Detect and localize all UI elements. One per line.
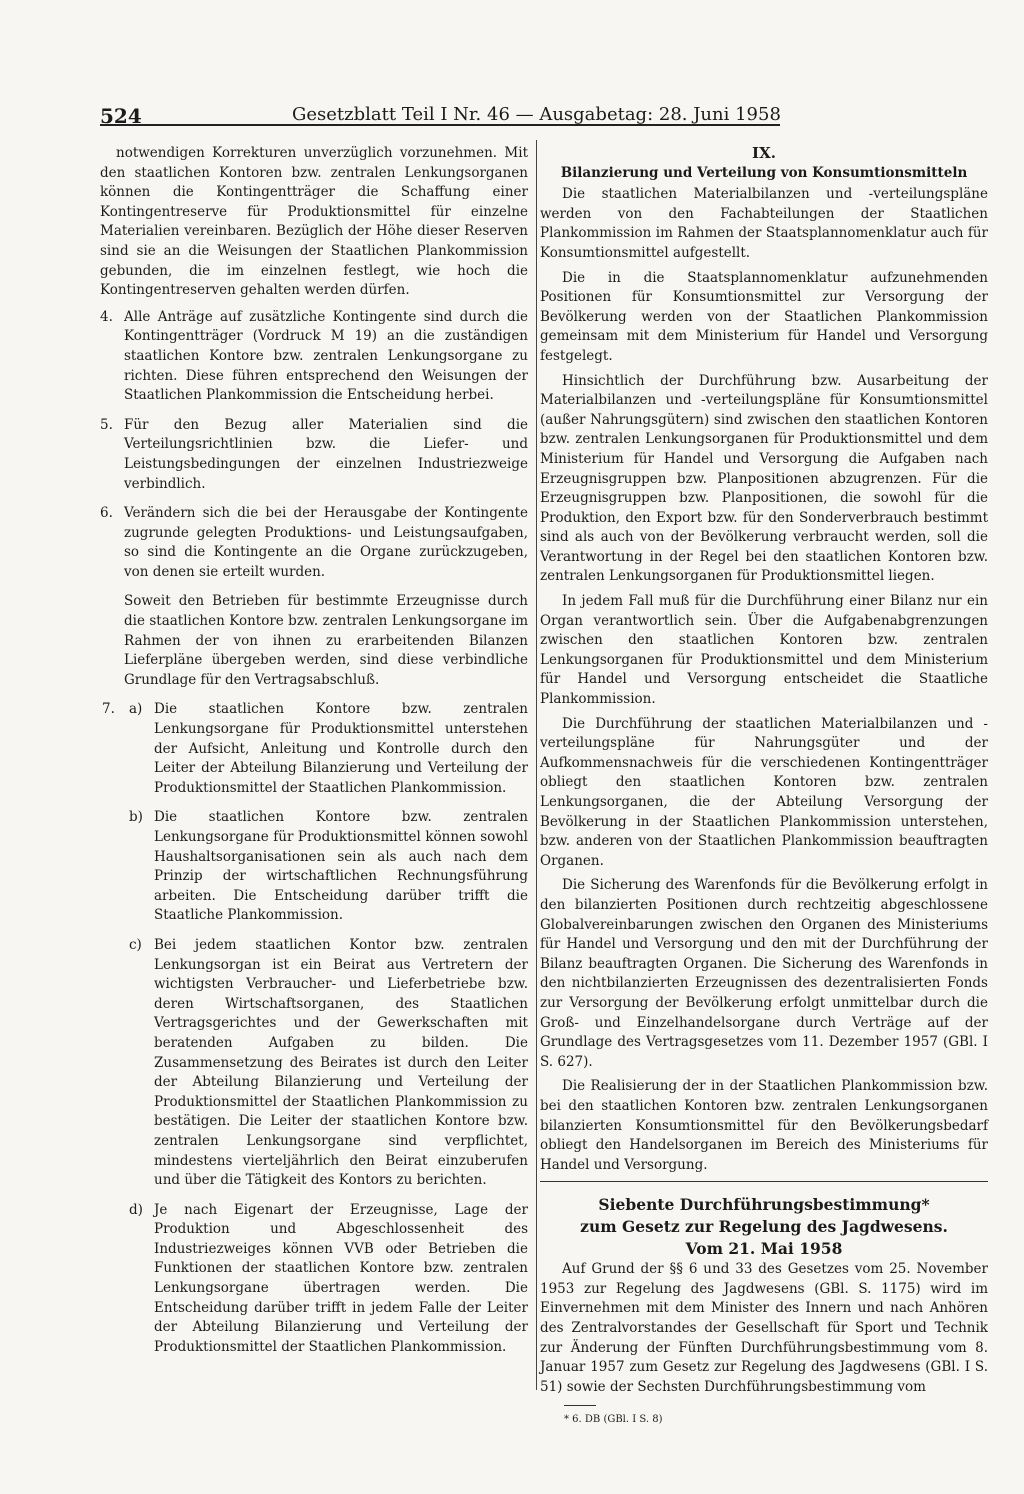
- header-title: Gesetzblatt Teil I Nr. 46 — Ausgabetag: 28. Juni 1958: [292, 104, 781, 125]
- paragraph: Die Realisierung der in der Staatlichen Plankommission bzw. bei den staatlichen Kontoren bzw. zentralen Lenkungsorganen bilanzierten Konsumtionsmittel für den Bevölkerungsbedarf obliegt den Handelsorganen im Bereich des Ministeriums für Handel und Versorgung.: [540, 1078, 988, 1173]
- paragraph: Die in die Staatsplannomenklatur aufzunehmenden Positionen für Konsumtionsmittel zur Versorgung der Bevölkerung werden von der Staatlichen Plankommission gemeinsam mit dem Ministerium für Handel und Versorgung festgelegt.: [540, 269, 988, 364]
- list-item-7c: [100, 936, 528, 1191]
- page-header: [100, 104, 780, 130]
- paragraph: Die staatlichen Materialbilanzen und -verteilungspläne werden von den Fachabteilungen der Staatlichen Plankommission im Rahmen der Staatsplannomenklatur auch für Konsumtionsmittel aufgestellt.: [540, 186, 988, 261]
- column-divider: [536, 140, 537, 1390]
- header-rule: [100, 124, 780, 126]
- item-text: Für den Bezug aller Materialien sind die Verteilungsrichtlinien bzw. die Liefer- und Leistungsbedingungen der einzelnen Industriezweige verbindlich.: [124, 416, 528, 492]
- section-title: Bilanzierung und Verteilung von Konsumtionsmitteln: [560, 164, 968, 181]
- footnote: * 6. DB (GBl. I S. 8): [564, 1414, 663, 1426]
- sub-item-text: Die staatlichen Kontore bzw. zentralen Lenkungsorgane für Produktionsmittel können sowohl Haushaltsorganisationen sein als auch nach dem Prinzip der wirtschaftlichen Rechnungsführung arbeiten. Die Entscheidung darüber trifft die Staatliche Plankommission.: [154, 809, 528, 924]
- list-item-5: [100, 416, 528, 494]
- footnote-rule: [564, 1405, 596, 1406]
- sub-item-label: b): [129, 809, 143, 826]
- section-rule: [540, 1181, 988, 1182]
- item-number: 6.: [100, 505, 113, 522]
- item-text: Verändern sich die bei der Herausgabe der Kontingente zugrunde gelegten Produktions- und Leistungsaufgaben, so sind die Kontingente an die Organe zurückzugeben, von denen sie erteilt wurden.: [124, 505, 528, 580]
- paragraph: Die Durchführung der staatlichen Materialbilanzen und -verteilungspläne für Nahrungsgüter und der Aufkommensnachweis für die verschiedenen Kontingentträger obliegt den staatlichen Kontoren bzw. zentralen Lenkungsorganen, die der Abteilung Versorgung der Bevölkerung in der Staatlichen Plankommission unterstehen, bzw. anderen von der Staatlichen Plankommission beauftragten Organen.: [540, 715, 988, 869]
- list-item-7a: [100, 700, 528, 798]
- item-number: 7.: [102, 701, 115, 718]
- sub-item-label: d): [129, 1201, 143, 1218]
- list-item-6: [100, 504, 528, 582]
- sub-item-text: Die staatlichen Kontore bzw. zentralen Lenkungsorgane für Produktionsmittel unterstehen der Aufsicht, Anleitung und Kontrolle durch den Leiter der Abteilung Bilanzierung und Verteilung der Produktionsmittel der Staatlichen Plankommission.: [154, 701, 528, 796]
- left-column: [100, 144, 528, 1367]
- list-item-7d: [100, 1201, 528, 1358]
- ordinance-subtitle: zum Gesetz zur Regelung des Jagdwesens.: [580, 1217, 948, 1237]
- list-item-6-continued: [100, 592, 528, 690]
- sub-item-label: a): [129, 701, 143, 718]
- paragraph: In jedem Fall muß für die Durchführung einer Bilanz nur ein Organ verantwortlich sein. Über die Aufgabenabgrenzungen zwischen den staatlichen Kontoren bzw. zentralen Lenkungsorganen für Produktionsmittel und dem Ministerium für Handel und Versorgung entscheidet die Staatliche Plankommission.: [540, 593, 988, 708]
- continuation-paragraph: notwendigen Korrekturen unverzüglich vorzunehmen. Mit den staatlichen Kontoren bzw. zentralen Lenkungsorganen können die Kontingentträger die Schaffung einer Kontingentreserve für Produktionsmittel für einzelne Materialien vereinbaren. Bezüglich der Höhe dieser Reserven sind sie an die Weisungen der Staatlichen Plankommission gebunden, die im einzelnen festlegt, wie hoch die Kontingentreserven gehalten werden dürfen.: [100, 145, 528, 299]
- list-item-4: [100, 308, 528, 406]
- list-item-7b: [100, 808, 528, 926]
- section-number: IX.: [752, 144, 776, 162]
- item-number: 5.: [100, 416, 113, 433]
- sub-item-label: c): [129, 936, 142, 953]
- item-number: 4.: [100, 308, 113, 325]
- item-text: Alle Anträge auf zusätzliche Kontingente sind durch die Kontingentträger (Vordruck M 19) an die zuständigen staatlichen Kontore bzw. zentralen Lenkungsorgane zu richten. Diese führen entsprechend den Weisungen der Staatlichen Plankommission die Entscheidung herbei.: [124, 308, 528, 404]
- paragraph: Die Sicherung des Warenfonds für die Bevölkerung erfolgt in den bilanzierten Positionen durch rechtzeitig abgeschlossene Globalvereinbarungen zwischen den Organen des Ministeriums für Handel und Versorgung und den mit der Durchführung der Bilanz beauftragten Organen. Die Sicherung des Warenfonds in den nichtbilanzierten Erzeugnissen des dezentralisierten Fonds zur Versorgung der Bevölkerung erfolgt unmittelbar durch die Groß- und Einzelhandelsorgane durch Verträge auf der Grundlage des Vertragsgesetzes vom 11. Dezember 1957 (GBl. I S. 627).: [540, 877, 988, 1070]
- sub-item-text: Bei jedem staatlichen Kontor bzw. zentralen Lenkungsorgan ist ein Beirat aus Vertretern der wichtigsten Verbraucher- und Lieferbetriebe bzw. deren Wirtschaftsorganen, des Staatlichen Vertragsgerichtes und der Gewerkschaften mit beratenden Aufgaben zu bilden. Die Zusammensetzung des Beirates ist durch den Leiter der Abteilung Bilanzierung und Verteilung der Produktionsmittel der Staatlichen Plankommission zu bestätigen. Die Leiter der staatlichen Kontore bzw. zentralen Lenkungsorgane sind verpflichtet, mindestens vierteljährlich den Beirat einzuberufen und über die Tätigkeit des Kontors zu berichten.: [154, 936, 528, 1189]
- page-number: 524: [100, 104, 142, 128]
- ordinance-date: Vom 21. Mai 1958: [685, 1239, 843, 1259]
- paragraph: Hinsichtlich der Durchführung bzw. Ausarbeitung der Materialbilanzen und -verteilungspläne für Konsumtionsmittel (außer Nahrungsgütern) sind zwischen den staatlichen Kontoren bzw. zentralen Lenkungsorganen für Produktionsmittel und dem Ministerium für Handel und Versorgung die Aufgaben nach Erzeugnisgruppen bzw. Planpositionen abzugrenzen. Für die Erzeugnisgruppen bzw. Planpositionen, die sowohl für die Produktion, den Export bzw. für den Sonderverbrauch bestimmt sind als auch von der Bevölkerung verbraucht werden, soll die Verantwortung in der Regel bei den staatlichen Kontoren bzw. zentralen Lenkungsorganen für Produktionsmittel liegen.: [540, 372, 988, 585]
- sub-item-text: Je nach Eigenart der Erzeugnisse, Lage der Produktion und Abgeschlossenheit des Industriezweiges können VVB oder Betrieben die Funktionen der staatlichen Kontore bzw. zentralen Lenkungsorgane übertragen werden. Die Entscheidung darüber trifft in jedem Falle der Leiter der Abteilung Bilanzierung und Verteilung der Produktionsmittel der Staatlichen Plankommission.: [154, 1201, 528, 1355]
- item-text: Soweit den Betrieben für bestimmte Erzeugnisse durch die staatlichen Kontore bzw. zentralen Lenkungsorgane im Rahmen der von ihnen zu erarbeitenden Bilanzen Lieferpläne übergeben werden, sind diese verbindliche Grundlage für den Vertragsabschluß.: [124, 593, 528, 688]
- right-column: [540, 144, 988, 1430]
- ordinance-title: Siebente Durchführungsbestimmung*: [598, 1195, 930, 1215]
- ordinance-paragraph: Auf Grund der §§ 6 und 33 des Gesetzes vom 25. November 1953 zur Regelung des Jagdwesens (GBl. S. 1175) wird im Einvernehmen mit dem Minister des Innern und nach Anhören des Zentralvorstandes der Gesellschaft für Sport und Technik zur Änderung der Fünften Durchführungsbestimmung vom 8. Januar 1957 zum Gesetz zur Regelung des Jagdwesens (GBl. I S. 51) sowie der Sechsten Durchführungsbestimmung vom: [540, 1261, 988, 1395]
